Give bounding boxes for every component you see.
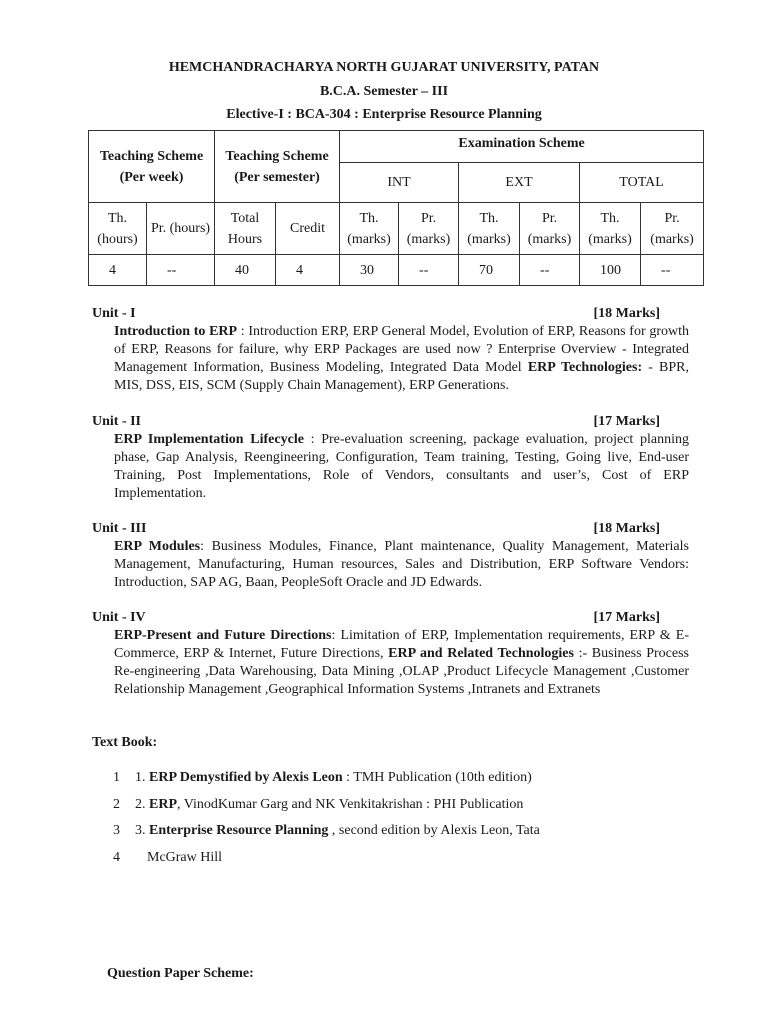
col-header: Pr. (hours) (147, 203, 215, 255)
unit-title: Unit - II (92, 414, 142, 429)
course-title: Elective-I : BCA-304 : Enterprise Resource Planning (226, 107, 542, 122)
unit-3-content (114, 538, 689, 592)
col-header: Th. (hours) (89, 203, 147, 255)
book-details: , VinodKumar Garg and NK Venkitakrishan : PHI Publication (177, 797, 524, 812)
unit-lead: ERP-Present and Future Directions (114, 628, 332, 643)
ext-header: EXT (459, 163, 580, 203)
list-number: 1 (113, 770, 120, 785)
list-number: 4 (113, 850, 120, 865)
table-cell: 4 (276, 255, 340, 286)
unit-text: - BPR, MIS, DSS, EIS, SCM (Supply Chain Management), ERP Generations. (114, 360, 689, 393)
col-header: Credit (276, 203, 340, 255)
unit-marks: [18 Marks] (593, 306, 660, 321)
textbook-title: Text Book: (92, 735, 158, 750)
table-cell: 30 (340, 255, 399, 286)
col-header: Pr. (marks) (520, 203, 580, 255)
unit-title: Unit - III (92, 521, 147, 536)
unit-1-content (114, 323, 689, 395)
unit-marks: [17 Marks] (593, 610, 660, 625)
book-prefix: 3. (135, 823, 149, 838)
book-details: : TMH Publication (10th edition) (342, 770, 532, 785)
table-cell: 4 (89, 255, 147, 286)
unit-lead: ERP Technologies: (527, 360, 643, 375)
unit-text: : Limitation of ERP, Implementation requirements, ERP & E-Commerce, ERP & Internet, Future Directions, (114, 628, 689, 661)
unit-title: Unit - I (92, 306, 136, 321)
table-cell: 70 (459, 255, 520, 286)
unit-text: : Business Modules, Finance, Plant maintenance, Quality Management, Materials Management, Manufacturing, Human resources, Sales and Distribution, ERP Software Vendors: Introduction, SAP AG, Baan, PeopleSoft Oracle and JD Edwards. (114, 539, 689, 590)
table-cell: -- (641, 255, 704, 286)
unit-2-heading (92, 414, 660, 430)
unit-1-heading (92, 306, 660, 322)
question-paper-title: Question Paper Scheme: (107, 966, 254, 981)
semester-title: B.C.A. Semester – III (319, 84, 449, 99)
list-number: 3 (113, 823, 120, 838)
textbook-item (113, 823, 540, 839)
book-prefix: 2. (135, 797, 149, 812)
table-cell: 100 (580, 255, 641, 286)
unit-title: Unit - IV (92, 610, 146, 625)
col-header: Th. (marks) (580, 203, 641, 255)
col-header: Total Hours (215, 203, 276, 255)
unit-lead: Introduction to ERP (114, 324, 238, 339)
unit-4-content (114, 627, 689, 699)
unit-lead: ERP and Related Technologies (388, 646, 574, 661)
table-cell: 40 (215, 255, 276, 286)
book-title: Enterprise Resource Planning (149, 823, 329, 838)
book-prefix: 1. (135, 770, 149, 785)
list-number: 2 (113, 797, 120, 812)
teaching-week-header: Teaching Scheme (Per week) (89, 131, 215, 203)
scheme-table (88, 130, 704, 286)
int-header: INT (340, 163, 459, 203)
exam-scheme-header: Examination Scheme (340, 131, 704, 163)
textbook-item (113, 797, 523, 813)
book-details: McGraw Hill (147, 850, 223, 865)
textbook-item (113, 770, 532, 786)
unit-text: : Introduction ERP, ERP General Model, Evolution of ERP, Reasons for growth of ERP, Reasons for failure, why ERP Packages are used now ? Enterprise Overview - Integrated Management Information, Business Modeling, Integrated Data Model (114, 324, 689, 375)
unit-marks: [18 Marks] (593, 521, 660, 536)
book-details: , second edition by Alexis Leon, Tata (328, 823, 540, 838)
unit-lead: ERP Modules (114, 539, 201, 554)
unit-marks: [17 Marks] (593, 414, 660, 429)
total-header: TOTAL (580, 163, 704, 203)
textbook-item (113, 850, 222, 866)
col-header: Pr. (marks) (641, 203, 704, 255)
unit-3-heading (92, 521, 660, 537)
table-cell: -- (520, 255, 580, 286)
table-cell: -- (399, 255, 459, 286)
book-title: ERP Demystified by Alexis Leon (149, 770, 343, 785)
unit-2-content (114, 431, 689, 503)
unit-text: : Pre-evaluation screening, package evaluation, project planning phase, Gap Analysis, Reengineering, Configuration, Team training, Testing, Going live, End-user Training, Post Implementations, Role of Vendors, consultants and user’s, Cost of ERP Implementation. (114, 432, 689, 501)
col-header: Th. (marks) (340, 203, 399, 255)
book-title: ERP (149, 797, 177, 812)
unit-text: :- Business Process Re-engineering ,Data Warehousing, Data Mining ,OLAP ,Product Lifecycle Management ,Customer Relationship Management ,Geographical Information Systems ,Intranets and Extranets (114, 646, 689, 697)
unit-4-heading (92, 610, 660, 626)
table-cell: -- (147, 255, 215, 286)
university-title: HEMCHANDRACHARYA NORTH GUJARAT UNIVERSITY, PATAN (168, 60, 600, 75)
unit-lead: ERP Implementation Lifecycle (114, 432, 304, 447)
teaching-semester-header: Teaching Scheme (Per semester) (215, 131, 340, 203)
col-header: Pr. (marks) (399, 203, 459, 255)
col-header: Th. (marks) (459, 203, 520, 255)
